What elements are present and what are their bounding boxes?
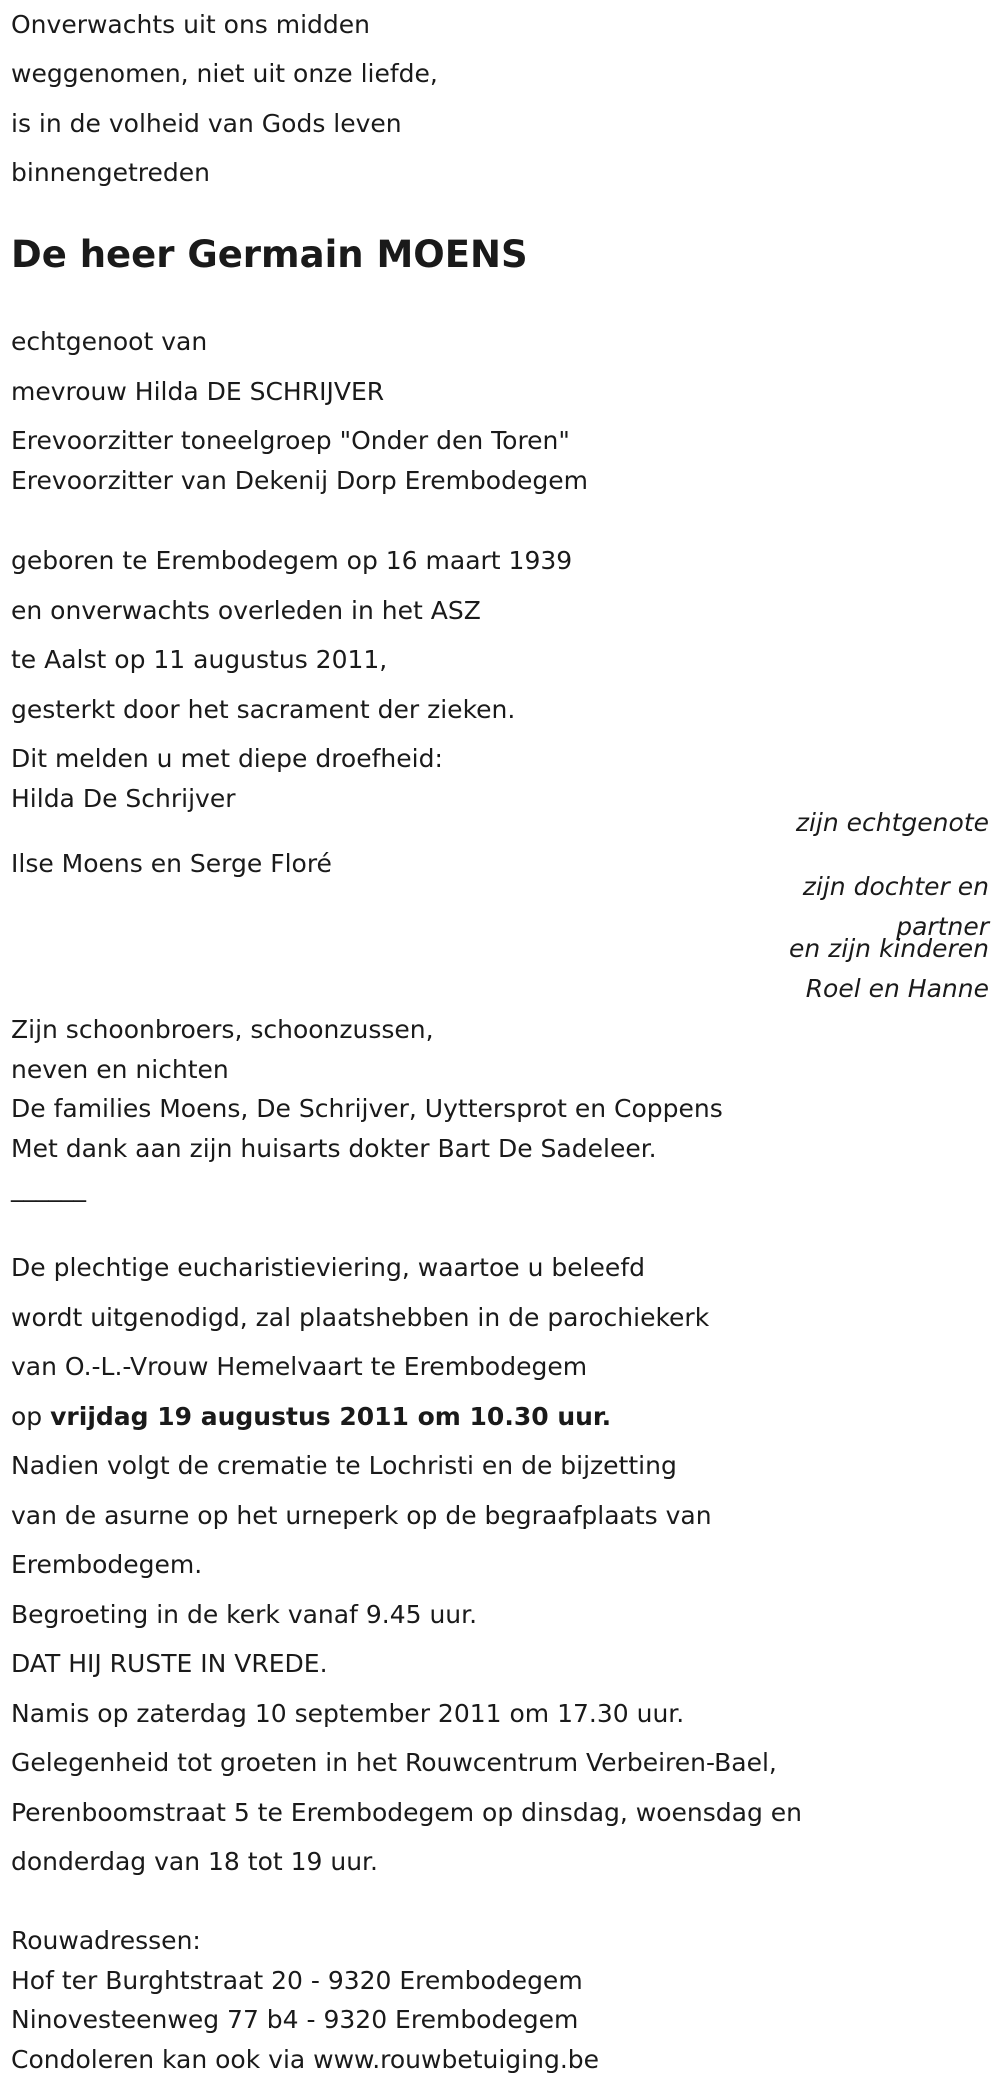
condolence-line: Condoleren kan ook via www.rouwbetuiging.be — [11, 2045, 600, 2074]
mourner-relation: partner — [896, 912, 989, 941]
ceremony-line: van de asurne op het urneperk op de begraafplaats van — [11, 1501, 712, 1530]
intro-line: weggenomen, niet uit onze liefde, — [11, 59, 438, 88]
mourner-relation: zijn dochter en — [802, 872, 989, 901]
address-line: Ninovesteenweg 77 b4 - 9320 Erembodegem — [11, 2005, 579, 2034]
ceremony-line: van O.-L.-Vrouw Hemelvaart te Erembodegem — [11, 1352, 588, 1381]
birth-death-line: gesterkt door het sacrament der zieken. — [11, 695, 516, 724]
mourner-relation: zijn echtgenote — [795, 808, 989, 837]
ceremony-line: Nadien volgt de crematie te Lochristi en de bijzetting — [11, 1451, 677, 1480]
deceased-name-title: De heer Germain MOENS — [11, 233, 528, 276]
birth-death-line: geboren te Erembodegem op 16 maart 1939 — [11, 546, 573, 575]
ceremony-line: Begroeting in de kerk vanaf 9.45 uur. — [11, 1600, 478, 1629]
ceremony-line: DAT HIJ RUSTE IN VREDE. — [11, 1649, 328, 1678]
separator: ______ — [11, 1173, 86, 1202]
family-line: neven en nichten — [11, 1055, 229, 1084]
birth-death-line: en onverwachts overleden in het ASZ — [11, 596, 481, 625]
spouse-line: echtgenoot van — [11, 327, 208, 356]
intro-line: Onverwachts uit ons midden — [11, 10, 371, 39]
ceremony-line: Erembodegem. — [11, 1550, 203, 1579]
ceremony-date-line — [11, 1402, 611, 1432]
addresses-heading: Rouwadressen: — [11, 1926, 201, 1955]
ceremony-date: vrijdag 19 augustus 2011 om 10.30 uur. — [50, 1402, 612, 1431]
ceremony-line: Gelegenheid tot groeten in het Rouwcentrum Verbeiren-Bael, — [11, 1748, 777, 1777]
intro-line: binnengetreden — [11, 158, 210, 187]
mourner-name: Ilse Moens en Serge Floré — [11, 849, 332, 878]
family-line: De families Moens, De Schrijver, Uyttersprot en Coppens — [11, 1094, 723, 1123]
family-line: Met dank aan zijn huisarts dokter Bart De Sadeleer. — [11, 1134, 657, 1163]
family-line: Zijn schoonbroers, schoonzussen, — [11, 1015, 434, 1044]
role-line: Erevoorzitter van Dekenij Dorp Erembodegem — [11, 466, 588, 495]
ceremony-line: Perenboomstraat 5 te Erembodegem op dinsdag, woensdag en — [11, 1798, 803, 1827]
mourner-relation: Roel en Hanne — [805, 974, 989, 1003]
announcement: Dit melden u met diepe droefheid: — [11, 744, 443, 773]
ceremony-date-prefix: op — [11, 1402, 51, 1431]
birth-death-line: te Aalst op 11 augustus 2011, — [11, 645, 388, 674]
mourner-relation: en zijn kinderen — [789, 934, 989, 963]
ceremony-line: donderdag van 18 tot 19 uur. — [11, 1847, 378, 1876]
intro-line: is in de volheid van Gods leven — [11, 109, 402, 138]
mourner-name: Hilda De Schrijver — [11, 784, 236, 813]
ceremony-line: Namis op zaterdag 10 september 2011 om 17.30 uur. — [11, 1699, 685, 1728]
ceremony-line: De plechtige eucharistieviering, waartoe u beleefd — [11, 1253, 645, 1282]
spouse-line: mevrouw Hilda DE SCHRIJVER — [11, 377, 385, 406]
address-line: Hof ter Burghtstraat 20 - 9320 Erembodegem — [11, 1966, 583, 1995]
ceremony-line: wordt uitgenodigd, zal plaatshebben in de parochiekerk — [11, 1303, 710, 1332]
role-line: Erevoorzitter toneelgroep "Onder den Toren" — [11, 426, 570, 455]
